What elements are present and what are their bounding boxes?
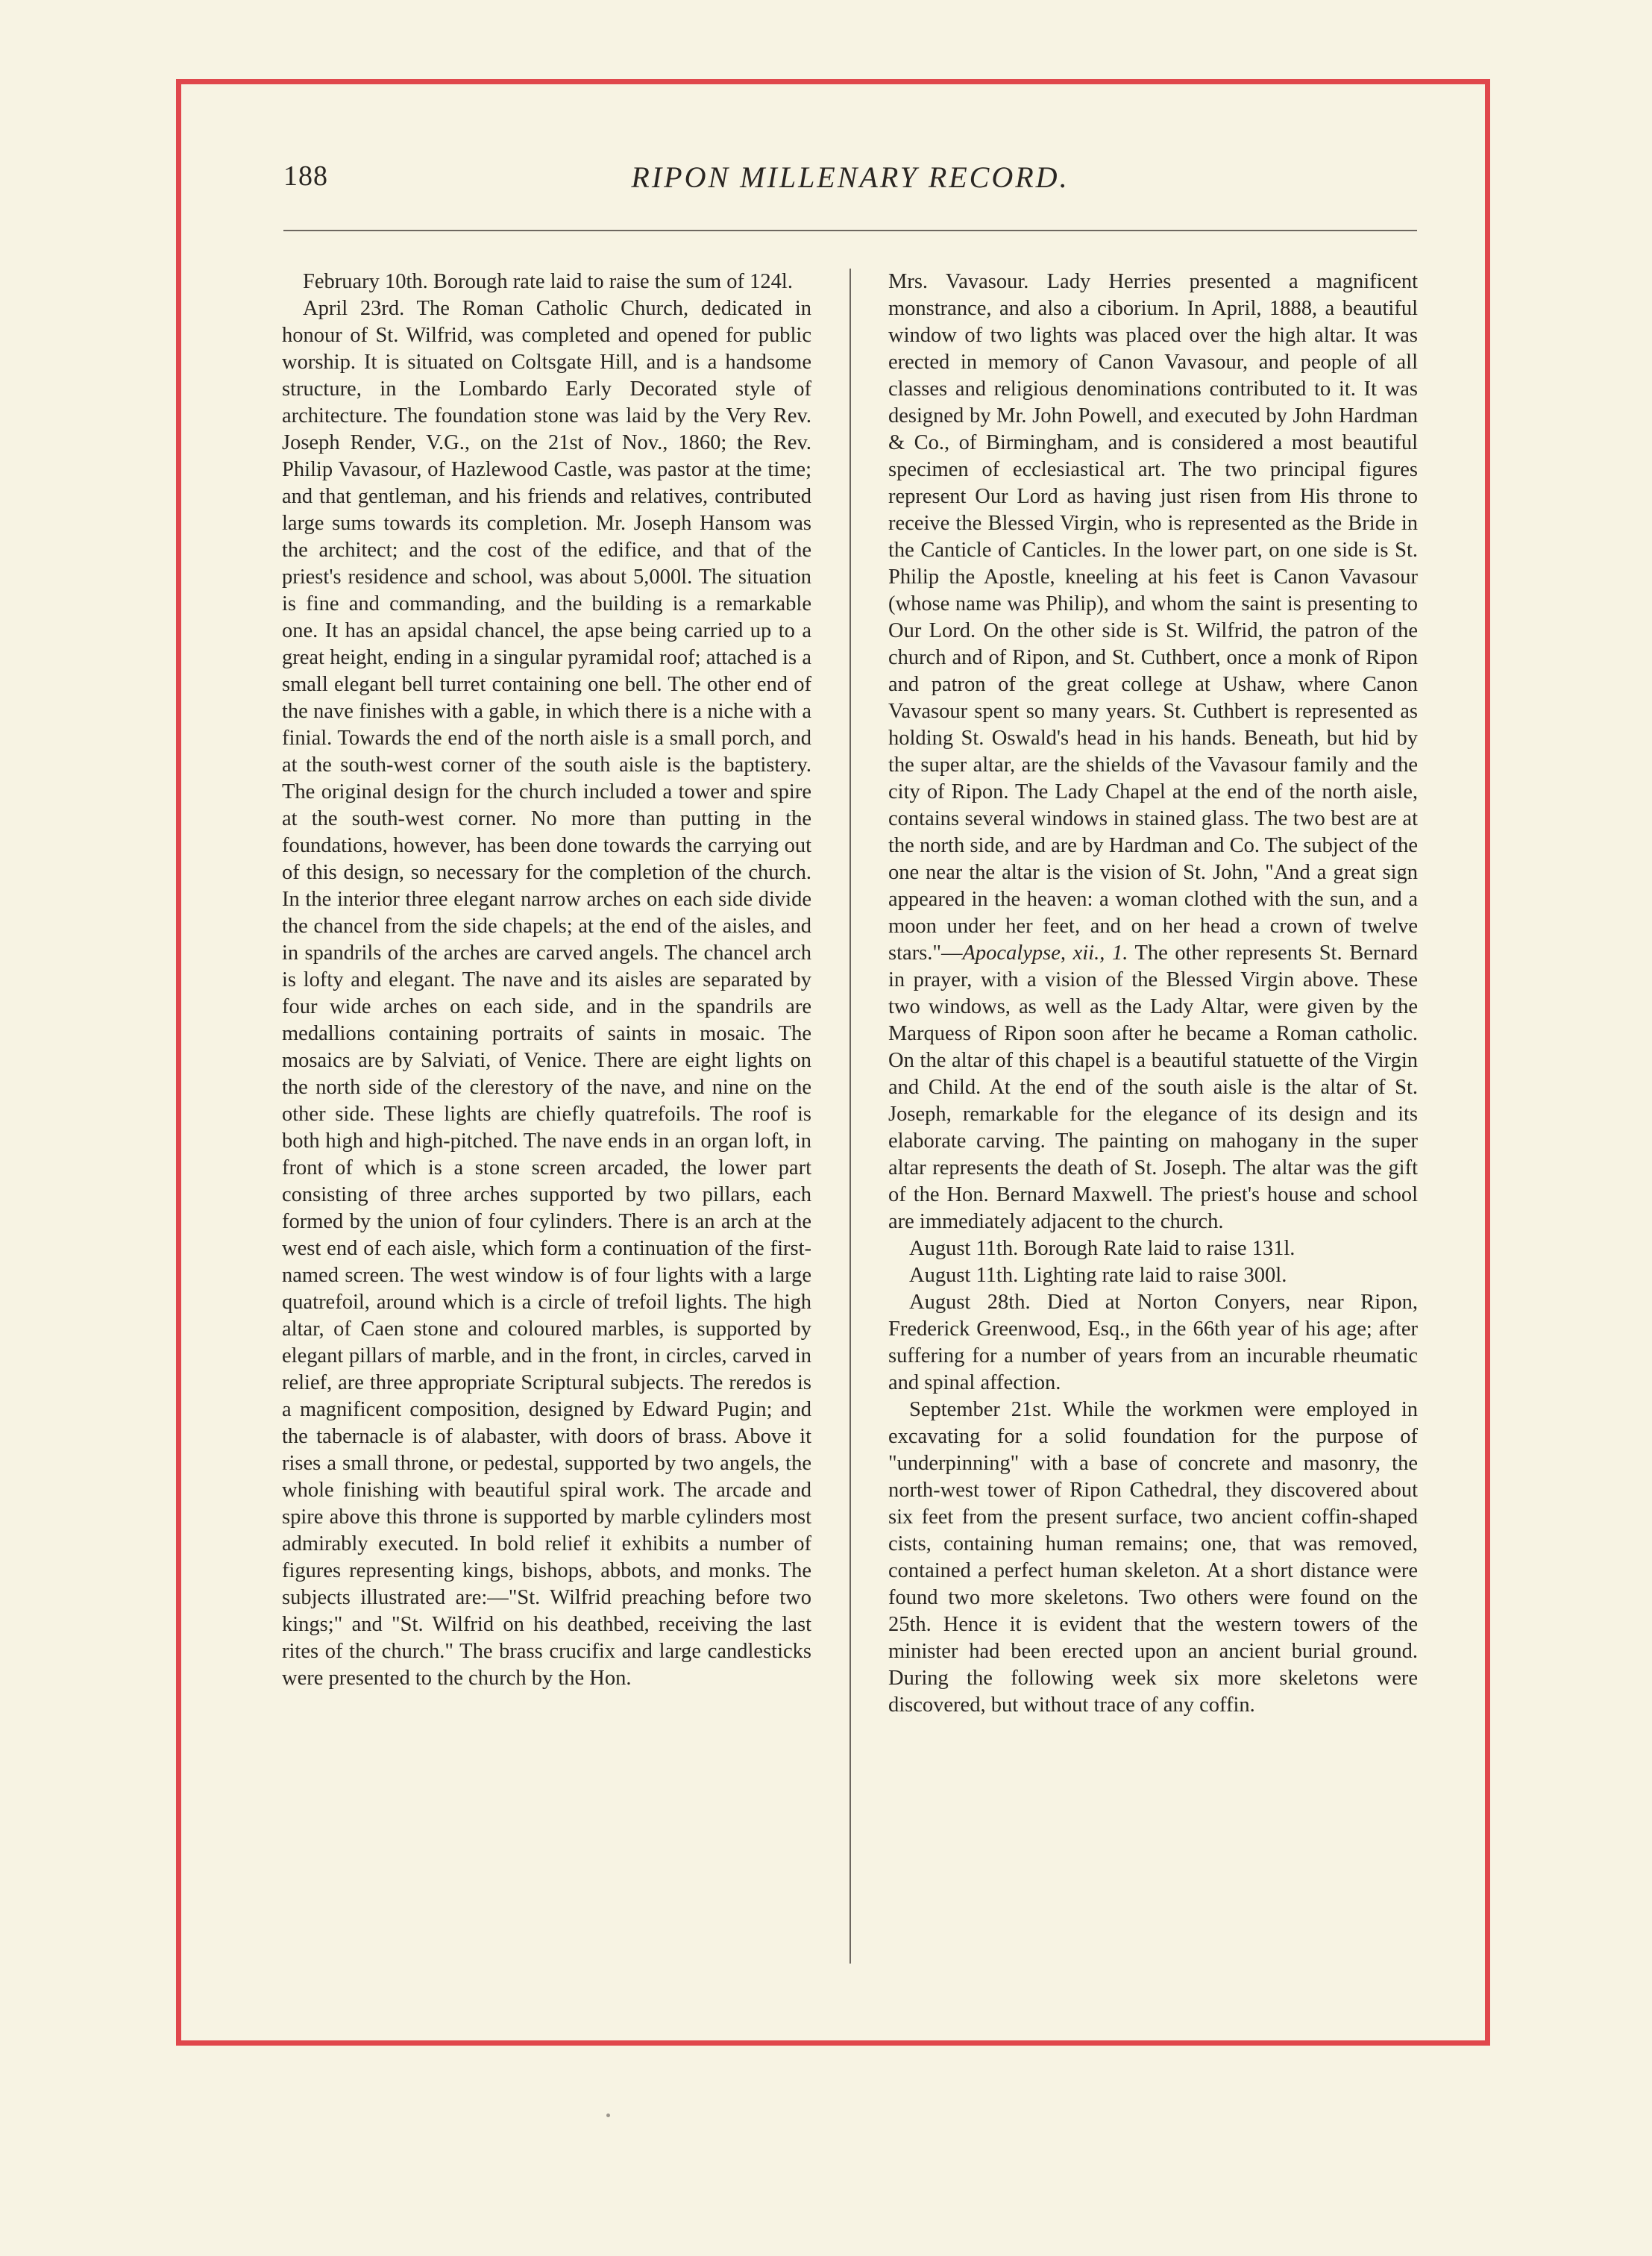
- running-title: RIPON MILLENARY RECORD.: [631, 160, 1070, 194]
- header-rule: [283, 230, 1417, 231]
- paragraph: August 28th. Died at Norton Conyers, near Ripon, Frederick Greenwood, Esq., in the 66th year of his age; after suffering for a number of years from an incurable rheumatic and spinal affection.: [888, 1291, 1418, 1394]
- left-column: [282, 269, 811, 1692]
- page-number: 188: [283, 160, 328, 192]
- citation: Apocalypse, xii., 1.: [962, 941, 1128, 965]
- paragraph-text: The other represents St. Bernard in prayer, with a vision of the Blessed Virgin above. These two windows, as well as the Lady Altar, were given by the Marquess of Ripon soon after he became a Roman catholic. On the altar of this chapel is a beautiful statuette of the Virgin and Child. At the end of the south aisle is the altar of St. Joseph, remarkable for the elegance of its design and its elaborate carving. The painting on mahogany in the super altar represents the death of St. Joseph. The altar was the gift of the Hon. Bernard Maxwell. The priest's house and school are immediately adjacent to the church.: [888, 941, 1418, 1233]
- right-column: [888, 269, 1418, 1719]
- page-header: [283, 160, 1417, 204]
- paragraph: August 11th. Borough Rate laid to raise 131l.: [909, 1237, 1295, 1260]
- paragraph: April 23rd. The Roman Catholic Church, dedicated in honour of St. Wilfrid, was completed and opened for public worship. It is situated on Coltsgate Hill, and is a handsome structure, in the Lombardo Early Decorated style of architecture. The foundation stone was laid by the Very Rev. Joseph Render, V.G., on the 21st of Nov., 1860; the Rev. Philip Vavasour, of Hazlewood Castle, was pastor at the time; and that gentleman, and his friends and relatives, contributed large sums towards its completion. Mr. Joseph Hansom was the architect; and the cost of the edifice, and that of the priest's residence and school, was about 5,000l. The situation is fine and commanding, and the building is a remarkable one. It has an apsidal chancel, the apse being carried up to a great height, ending in a singular pyramidal roof; attached is a small elegant bell turret containing one bell. The other end of the nave finishes with a gable, in which there is a niche with a finial. Towards the end of the north aisle is a small porch, and at the south-west corner of the south aisle is the baptistery. The original design for the church included a tower and spire at the south-west corner. No more than putting in the foundations, however, has been done towards the carrying out of this design, so necessary for the completion of the church. In the interior three elegant narrow arches on each side divide the chancel from the side chapels; at the end of the aisles, and in spandrils of the arches are carved angels. The chancel arch is lofty and elegant. The nave and its aisles are separated by four wide arches on each side, and in the spandrils are medallions containing portraits of saints in mosaic. The mosaics are by Salviati, of Venice. There are eight lights on the north side of the clerestory of the nave, and nine on the other side. These lights are chiefly quatrefoils. The roof is both high and high-pitched. The nave ends in an organ loft, in front of which is a stone screen arcaded, the lower part consisting of three arches supported by two pillars, each formed by the union of four cylinders. There is an arch at the west end of each aisle, which form a continuation of the first-named screen. The west window is of four lights with a large quatrefoil, around which is a circle of trefoil lights. The high altar, of Caen stone and coloured marbles, is supported by elegant pillars of marble, and in the front, in circles, carved in relief, are three appropriate Scriptural subjects. The reredos is a magnificent composition, designed by Edward Pugin; and the tabernacle is of alabaster, with doors of brass. Above it rises a small throne, or pedestal, supported by two angels, the whole finishing with beautiful spiral work. The arcade and spire above this throne is supported by marble cylinders most admirably executed. In bold relief it exhibits a number of figures representing kings, bishops, abbots, and monks. The subjects illustrated are:—"St. Wilfrid preaching before two kings;" and "St. Wilfrid on his deathbed, receiving the last rites of the church." The brass crucifix and large candlesticks were presented to the church by the Hon.: [282, 297, 811, 1690]
- paragraph: [888, 269, 1418, 1235]
- paragraph: August 11th. Lighting rate laid to raise 300l.: [909, 1264, 1287, 1287]
- column-divider: [849, 269, 851, 1964]
- speck: [606, 2114, 610, 2117]
- paragraph: September 21st. While the workmen were employed in excavating for a solid foundation for the purpose of "underpinning" with a base of concrete and masonry, the north-west tower of Ripon Cathedral, they discovered about six feet from the present surface, two ancient coffin-shaped cists, containing human remains; one, that was removed, contained a perfect human skeleton. At a short distance were found two more skeletons. Two others were found on the 25th. Hence it is evident that the western towers of the minister had been erected upon an ancient burial ground. During the following week six more skeletons were discovered, but without trace of any coffin.: [888, 1398, 1418, 1717]
- paragraph-text: Mrs. Vavasour. Lady Herries presented a magnificent monstrance, and also a ciborium. In April, 1888, a beautiful window of two lights was placed over the high altar. It was erected in memory of Canon Vavasour, and people of all classes and religious denominations contributed to it. It was designed by Mr. John Powell, and executed by John Hardman & Co., of Birmingham, and is considered a most beautiful specimen of ecclesiastical art. The two principal figures represent Our Lord as having just risen from His throne to receive the Blessed Virgin, who is represented as the Bride in the Canticle of Canticles. In the lower part, on one side is St. Philip the Apostle, kneeling at his feet is Canon Vavasour (whose name was Philip), and whom the saint is presenting to Our Lord. On the other side is St. Wilfrid, the patron of the church and of Ripon, and St. Cuthbert, once a monk of Ripon and patron of the great college at Ushaw, where Canon Vavasour spent so many years. St. Cuthbert is represented as holding St. Oswald's head in his hands. Beneath, but hid by the super altar, are the shields of the Vavasour family and the city of Ripon. The Lady Chapel at the end of the north aisle, contains several windows in stained glass. The two best are at the north side, and are by Hardman and Co. The subject of the one near the altar is the vision of St. John, "And a great sign appeared in the heaven: a woman clothed with the sun, and a moon under her feet, and on her head a crown of twelve stars."—: [888, 270, 1418, 965]
- paragraph: February 10th. Borough rate laid to raise the sum of 124l.: [303, 270, 793, 293]
